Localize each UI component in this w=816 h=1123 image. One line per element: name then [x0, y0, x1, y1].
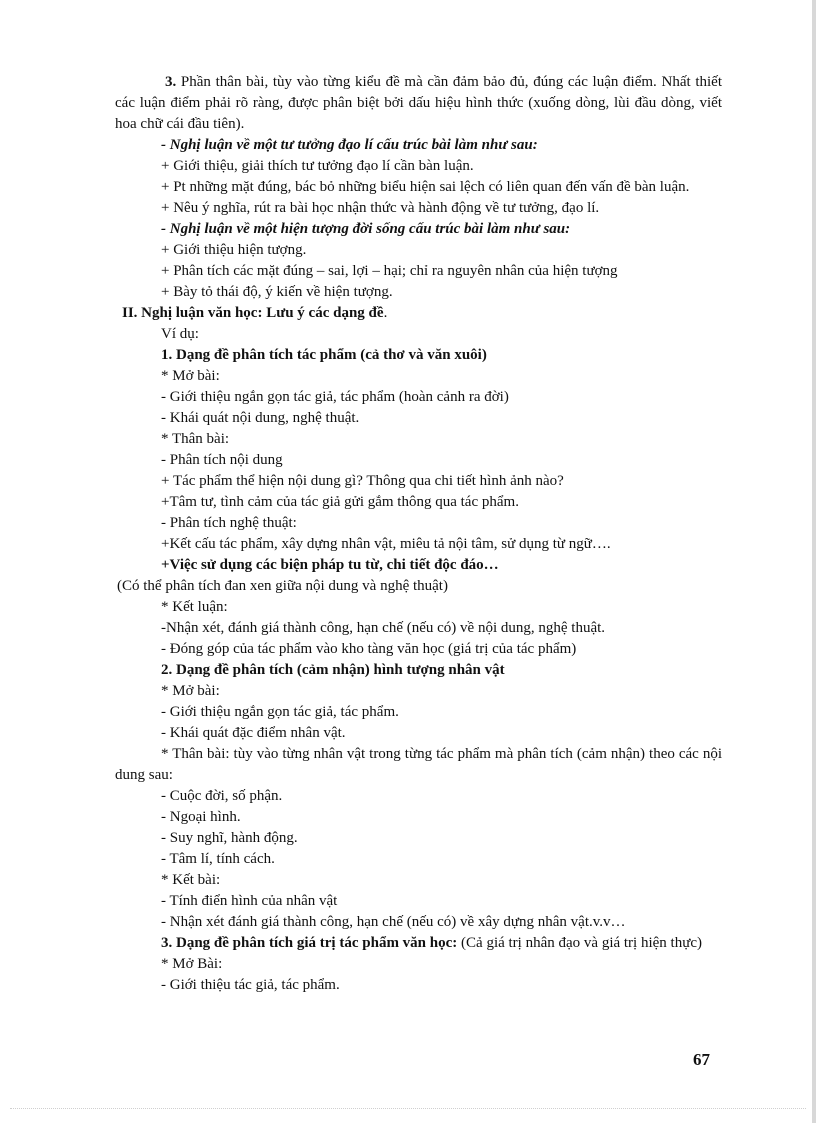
- text-line: - Giới thiệu ngắn gọn tác giả, tác phẩm (hoàn cảnh ra đời): [161, 389, 509, 405]
- text-line: + Tác phẩm thể hiện nội dung gì? Thông qua chi tiết hình ảnh nào?: [161, 473, 564, 489]
- text-line: * Kết bài:: [161, 872, 221, 888]
- text-line: Ví dụ:: [161, 326, 199, 342]
- text-line: - Khái quát đặc điểm nhân vật.: [161, 725, 346, 741]
- text-line: + Phân tích các mặt đúng – sai, lợi – hại; chỉ ra nguyên nhân của hiện tượng: [161, 263, 618, 279]
- text-line: + Nêu ý nghĩa, rút ra bài học nhận thức và hành động về tư tưởng, đạo lí.: [161, 200, 600, 216]
- text-line: - Giới thiệu tác giả, tác phẩm.: [161, 977, 340, 993]
- text-line: [115, 660, 722, 681]
- text-line: - Cuộc đời, số phận.: [161, 788, 283, 804]
- bold-text: +Việc sử dụng các biện pháp tu từ, chi tiết độc đáo…: [161, 557, 499, 573]
- section-number: 3.: [165, 74, 177, 90]
- subsection-heading: 2. Dạng đề phân tích (cảm nhận) hình tượng nhân vật: [161, 662, 505, 678]
- text-line: - Khái quát nội dung, nghệ thuật.: [161, 410, 360, 426]
- text-line: +Kết cấu tác phẩm, xây dựng nhân vật, miêu tả nội tâm, sử dụng từ ngữ….: [161, 536, 611, 552]
- text-line: * Mở Bài:: [161, 956, 223, 972]
- text-line: * Mở bài:: [161, 368, 220, 384]
- document-body: [115, 72, 722, 996]
- text-line: + Giới thiệu, giải thích tư tưởng đạo lí cần bàn luận.: [161, 158, 474, 174]
- subsection-heading: 1. Dạng đề phân tích tác phẩm (cả thơ và văn xuôi): [161, 347, 487, 363]
- text-line: - Ngoại hình.: [161, 809, 241, 825]
- text-line: [115, 219, 722, 240]
- text-line: - Nhận xét đánh giá thành công, hạn chế (nếu có) về xây dựng nhân vật.v.v…: [161, 914, 626, 930]
- text-run: (Cả giá trị nhân đạo và giá trị hiện thực): [457, 935, 702, 951]
- text-line: * Kết luận:: [161, 599, 228, 615]
- text-line: + Pt những mặt đúng, bác bỏ những biểu hiện sai lệch có liên quan đến vấn đề bàn luận.: [161, 179, 690, 195]
- page-bottom-border: [10, 1108, 806, 1109]
- text-line: [115, 345, 722, 366]
- text-line: - Tâm lí, tính cách.: [161, 851, 275, 867]
- text-line: + Giới thiệu hiện tượng.: [161, 242, 307, 258]
- subheading: - Nghị luận về một hiện tượng đời sống cấu trúc bài làm như sau:: [161, 221, 571, 237]
- page-edge-shadow: [812, 0, 816, 1123]
- text-line: [115, 135, 722, 156]
- text-line: (Có thể phân tích đan xen giữa nội dung và nghệ thuật): [117, 578, 448, 594]
- text-line: [115, 933, 722, 954]
- subheading: - Nghị luận về một tư tưởng đạo lí cấu trúc bài làm như sau:: [161, 137, 538, 153]
- text-line: -Nhận xét, đánh giá thành công, hạn chế (nếu có) về nội dung, nghệ thuật.: [161, 620, 606, 636]
- subsection-heading: 3. Dạng đề phân tích giá trị tác phẩm văn học:: [161, 935, 458, 951]
- text-line: - Giới thiệu ngắn gọn tác giả, tác phẩm.: [161, 704, 399, 720]
- text-run: .: [383, 305, 388, 321]
- text-line: - Đóng góp của tác phẩm vào kho tàng văn học (giá trị của tác phẩm): [161, 641, 577, 657]
- text-line: + Bày tỏ thái độ, ý kiến về hiện tượng.: [161, 284, 393, 300]
- text-line: [115, 72, 722, 135]
- text-line: - Phân tích nghệ thuật:: [161, 515, 297, 531]
- text-line: - Tính điển hình của nhân vật: [161, 893, 338, 909]
- text-line: [115, 303, 722, 324]
- text-line: - Suy nghĩ, hành động.: [161, 830, 298, 846]
- page-number: 67: [693, 1050, 710, 1069]
- text-line: * Thân bài: tùy vào từng nhân vật trong từng tác phẩm mà phân tích (cảm nhận) theo các nội dung sau:: [115, 746, 722, 783]
- text-line: +Tâm tư, tình cảm của tác giả gửi gắm thông qua tác phẩm.: [161, 494, 519, 510]
- text-run: Phần thân bài, tùy vào từng kiểu đề mà cần đảm bảo đủ, đúng các luận điểm. Nhất thiết các luận điểm phải rõ ràng, được phân biệt bởi dấu hiệu hình thức (xuống dòng, lùi đầu dòng, viết hoa chữ cái đầu tiên).: [115, 74, 722, 132]
- section-heading: II. Nghị luận văn học: Lưu ý các dạng đề: [122, 305, 384, 321]
- text-line: * Thân bài:: [161, 431, 230, 447]
- text-line: - Phân tích nội dung: [161, 452, 283, 468]
- text-line: * Mở bài:: [161, 683, 220, 699]
- text-line: [115, 555, 722, 576]
